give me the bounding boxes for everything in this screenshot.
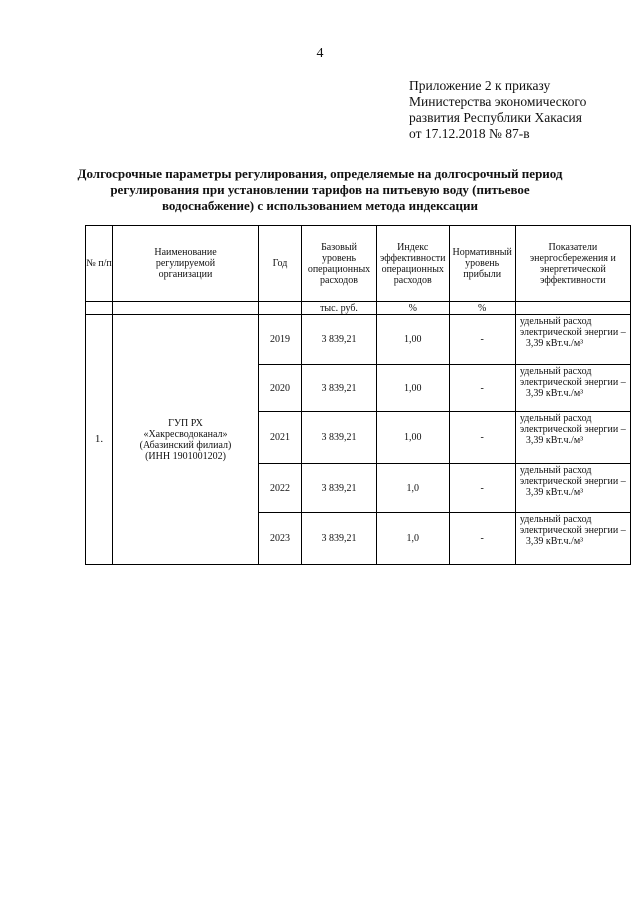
indicator-cell <box>515 464 630 513</box>
index-cell: 1,00 <box>377 365 450 412</box>
title-line: регулирования при установлении тарифов на питьевую воду (питьевое <box>110 182 530 197</box>
indicator-cell <box>515 315 630 365</box>
org-line: (Абазинский филиал) <box>139 439 232 451</box>
base-cell: 3 839,21 <box>302 365 377 412</box>
header-base: Базовый уровень операционных расходов <box>302 226 377 302</box>
unit-cell-year <box>259 302 302 315</box>
header-num: № п/п <box>86 226 113 302</box>
index-cell: 1,0 <box>377 513 450 565</box>
unit-norm: % <box>449 302 515 315</box>
indicator-cell <box>515 513 630 565</box>
row-number: 1. <box>86 315 113 565</box>
appendix-line: Приложение 2 к приказу <box>409 78 551 93</box>
year-cell: 2021 <box>259 412 302 464</box>
indicator-cell <box>515 412 630 464</box>
header-indicators: Показатели энергосбережения и энергетической эффективности <box>515 226 630 302</box>
title-line: водоснабжение) с использованием метода индексации <box>161 198 479 213</box>
indicator-value: 3,39 кВт.ч./м³ <box>525 338 584 349</box>
page-number: 4 <box>316 46 324 61</box>
indicator-text: удельный расход электрической энергии – <box>519 413 626 435</box>
indicator-cell <box>515 365 630 412</box>
norm-cell: - <box>449 513 515 565</box>
unit-cell-num <box>86 302 113 315</box>
base-cell: 3 839,21 <box>302 464 377 513</box>
indicator-text: удельный расход электрической энергии – <box>519 366 626 388</box>
indicator-text: удельный расход электрической энергии – <box>519 316 626 338</box>
indicator-text: удельный расход электрической энергии – <box>519 465 626 487</box>
norm-cell: - <box>449 464 515 513</box>
indicator-value: 3,39 кВт.ч./м³ <box>525 536 584 547</box>
units-row <box>86 302 631 315</box>
year-cell: 2023 <box>259 513 302 565</box>
norm-cell: - <box>449 412 515 464</box>
appendix-block <box>409 78 586 142</box>
document-title <box>70 166 570 214</box>
org-line: ГУП РХ <box>168 417 203 429</box>
norm-cell: - <box>449 315 515 365</box>
year-cell: 2022 <box>259 464 302 513</box>
base-cell: 3 839,21 <box>302 513 377 565</box>
indicator-value: 3,39 кВт.ч./м³ <box>525 435 584 446</box>
index-cell: 1,00 <box>377 315 450 365</box>
unit-index: % <box>377 302 450 315</box>
index-cell: 1,00 <box>377 412 450 464</box>
appendix-line: от 17.12.2018 № 87-в <box>409 126 530 141</box>
unit-cell-org <box>113 302 259 315</box>
table-row <box>86 315 631 365</box>
org-line: «Хакресводоканал» <box>143 428 228 440</box>
unit-cell-indicators <box>515 302 630 315</box>
norm-cell: - <box>449 365 515 412</box>
header-norm: Нормативный уровень прибыли <box>449 226 515 302</box>
organization-name <box>113 315 259 565</box>
base-cell: 3 839,21 <box>302 412 377 464</box>
org-line: (ИНН 1901001202) <box>145 450 226 462</box>
unit-base: тыс. руб. <box>302 302 377 315</box>
header-year: Год <box>259 226 302 302</box>
indicator-value: 3,39 кВт.ч./м³ <box>525 487 584 498</box>
base-cell: 3 839,21 <box>302 315 377 365</box>
header-index: Индекс эффективности операционных расходов <box>377 226 450 302</box>
header-row <box>86 226 631 302</box>
year-cell: 2020 <box>259 365 302 412</box>
appendix-line: развития Республики Хакасия <box>409 110 582 125</box>
indicator-text: удельный расход электрической энергии – <box>519 514 626 536</box>
appendix-line: Министерства экономического <box>409 94 587 109</box>
title-line: Долгосрочные параметры регулирования, определяемые на долгосрочный период <box>77 166 563 181</box>
year-cell: 2019 <box>259 315 302 365</box>
index-cell: 1,0 <box>377 464 450 513</box>
header-org: Наименование регулируемой организации <box>113 226 259 302</box>
indicator-value: 3,39 кВт.ч./м³ <box>525 388 584 399</box>
parameters-table <box>85 225 631 565</box>
